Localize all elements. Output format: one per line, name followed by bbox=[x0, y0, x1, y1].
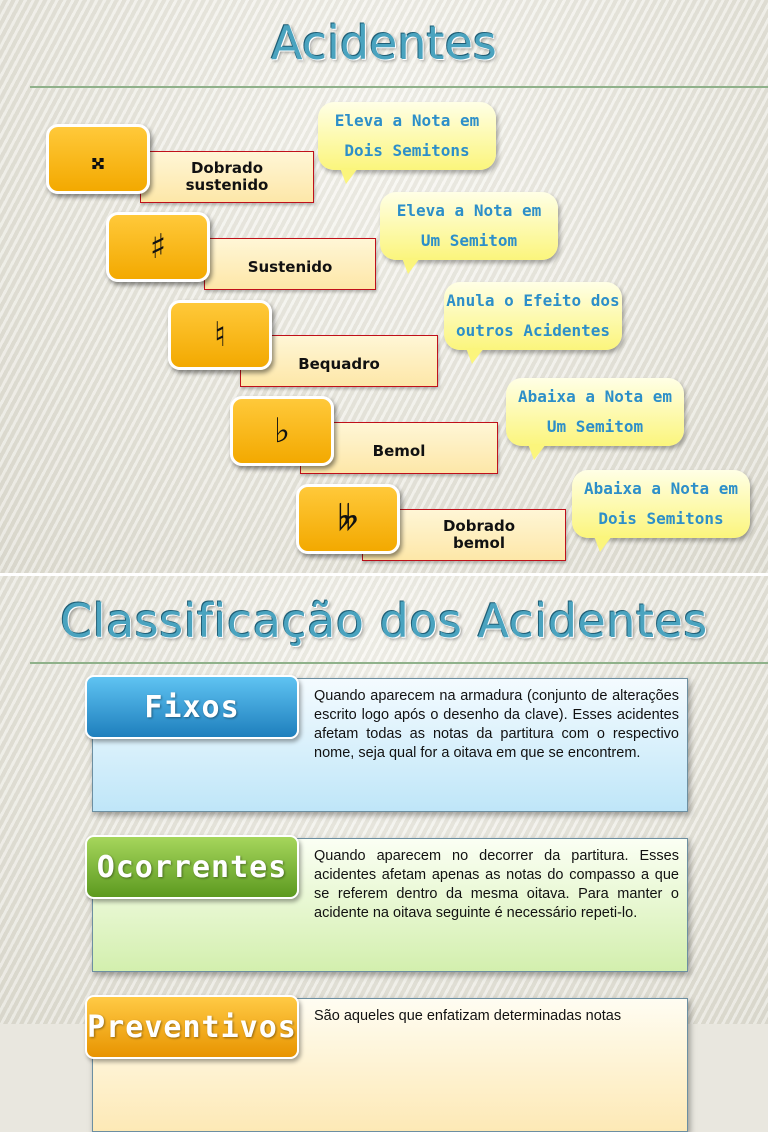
flat-icon: ♭ bbox=[230, 396, 334, 466]
card-fixos bbox=[92, 678, 688, 812]
card-text-fixos: Quando aparecem na armadura (conjunto de alterações escrito logo após o desenho da clave). Esses acidentes afetam todas as notas da partitura com o respectivo nome, seja qual for a oitava em que se encontrem. bbox=[314, 688, 679, 761]
accidental-name-bemol: Bemol bbox=[300, 422, 498, 474]
accidental-name-bequadro: Bequadro bbox=[240, 335, 438, 387]
title-divider bbox=[30, 662, 768, 664]
tab-ocorrentes: Ocorrentes bbox=[85, 835, 299, 899]
slide-classificacao bbox=[0, 576, 768, 1045]
double-flat-icon: 𝄫 bbox=[296, 484, 400, 554]
double-sharp-icon: 𝄪 bbox=[46, 124, 150, 194]
card-text-ocorrentes: Quando aparecem no decorrer da partitura. Esses acidentes afetam apenas as notas do compasso a que se referem dentro da mesma oitava. Para manter o acidente na oitava seguinte é necessário repeti-lo. bbox=[314, 848, 679, 921]
note-bubble-dobrado-bemol: Abaixa a Nota em Dois Semitons bbox=[572, 470, 750, 538]
tab-preventivos: Preventivos bbox=[85, 995, 299, 1059]
note-bubble-sustenido: Eleva a Nota em Um Semitom bbox=[380, 192, 558, 260]
natural-icon: ♮ bbox=[168, 300, 272, 370]
sharp-icon: ♯ bbox=[106, 212, 210, 282]
card-text-preventivos: São aqueles que enfatizam determinadas notas bbox=[314, 1008, 622, 1024]
note-bubble-dobrado-sustenido: Eleva a Nota em Dois Semitons bbox=[318, 102, 496, 170]
card-ocorrentes bbox=[92, 838, 688, 972]
card-preventivos bbox=[87, 998, 688, 1132]
note-bubble-bequadro: Anula o Efeito dos outros Acidentes bbox=[444, 282, 622, 350]
slide-title: Classificação dos Acidentes bbox=[60, 594, 708, 648]
slide-title: Acidentes bbox=[271, 16, 497, 70]
accidental-name-dobrado-bemol: Dobrado bemol bbox=[362, 509, 566, 561]
title-divider bbox=[30, 86, 768, 88]
note-bubble-bemol: Abaixa a Nota em Um Semitom bbox=[506, 378, 684, 446]
accidental-name-sustenido: Sustenido bbox=[204, 238, 376, 290]
tab-fixos: Fixos bbox=[85, 675, 299, 739]
accidental-name-dobrado-sustenido: Dobrado sustenido bbox=[140, 151, 314, 203]
